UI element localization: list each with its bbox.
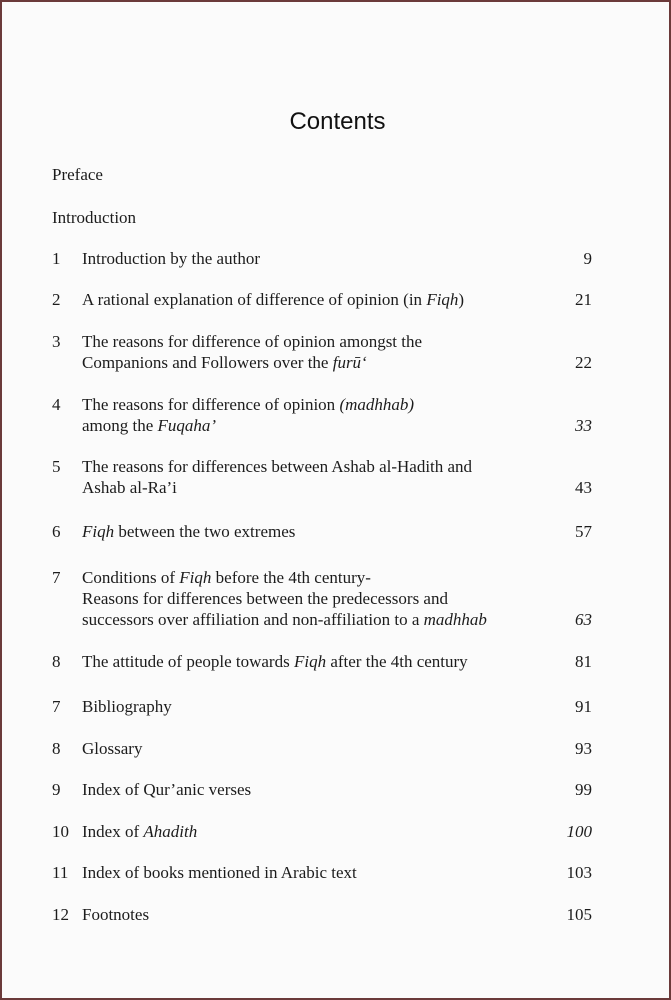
entry-text-segment: after the 4th century <box>326 652 468 671</box>
page-number: 100 <box>566 822 592 841</box>
entry-title-line <box>82 696 552 717</box>
front-matter-item: Preface <box>52 165 103 184</box>
entry-number: 3 <box>52 332 61 351</box>
entry-title-line <box>82 352 552 373</box>
entry-text-segment: Fiqh <box>82 522 115 541</box>
entry-text-segment: Introduction by the author <box>82 249 260 268</box>
entry-text-segment: The attitude of people towards <box>82 652 294 671</box>
entry-title-line <box>82 289 552 310</box>
entry-title-line <box>82 904 552 925</box>
entry-title <box>82 394 552 436</box>
entry-text-segment: Fiqh <box>179 568 212 587</box>
entry-text-segment: Index of <box>82 822 144 841</box>
entry-text-segment: before the 4th century- <box>211 568 371 587</box>
entry-text-segment: Fuqaha’ <box>157 416 217 435</box>
entry-text-segment: Ashab al-Ra’i <box>82 478 177 497</box>
entry-number: 12 <box>52 905 69 924</box>
page-number: 9 <box>583 249 592 268</box>
entry-number: 11 <box>52 863 69 882</box>
entry-title-line <box>82 394 552 415</box>
entry-text-segment: Fiqh <box>426 290 459 309</box>
toc-entry <box>52 331 592 373</box>
entry-text-segment: Conditions of <box>82 568 180 587</box>
entry-title-line <box>82 738 552 759</box>
entry-title-line <box>82 862 552 883</box>
entry-number: 6 <box>52 522 61 541</box>
entry-text-segment: successors over affiliation and non-affiliation to a <box>82 610 424 629</box>
entry-title-line <box>82 567 552 588</box>
entry-title-line <box>82 588 552 609</box>
toc-entry <box>52 289 592 310</box>
entry-text-segment: between the two extremes <box>114 522 296 541</box>
toc-entry <box>52 821 592 842</box>
entry-text-segment: Reasons for differences between the predecessors and <box>82 589 448 608</box>
entry-title <box>82 567 552 630</box>
entry-title-line <box>82 821 552 842</box>
entry-text-segment: The reasons for differences between Ashab al-Hadith and <box>82 457 473 476</box>
entry-title <box>82 862 552 883</box>
entry-text-segment: ) <box>458 290 465 309</box>
entry-number: 10 <box>52 822 69 841</box>
entry-number: 5 <box>52 457 61 476</box>
entry-number: 4 <box>52 395 61 414</box>
entry-title <box>82 521 552 542</box>
entry-title <box>82 331 552 373</box>
page-number: 22 <box>575 353 592 372</box>
entry-text-segment: Companions and Followers over the <box>82 353 333 372</box>
page-number: 105 <box>566 905 592 924</box>
page-number: 81 <box>575 652 592 671</box>
entry-title-line <box>82 521 552 542</box>
entry-title <box>82 779 552 800</box>
entry-text-segment: The reasons for difference of opinion amongst the <box>82 332 423 351</box>
page-number: 93 <box>575 739 592 758</box>
entry-title <box>82 289 552 310</box>
entry-number: 7 <box>52 568 61 587</box>
toc-entry <box>52 456 592 498</box>
entry-number: 1 <box>52 249 61 268</box>
entry-title-line <box>82 651 552 672</box>
page-title: Contents <box>289 108 386 135</box>
entry-title <box>82 456 552 498</box>
entry-number: 8 <box>52 739 61 758</box>
entry-title <box>82 904 552 925</box>
entry-title <box>82 248 552 269</box>
entry-text-segment: Fiqh <box>293 652 327 671</box>
page-number: 21 <box>575 290 592 309</box>
toc-entry <box>52 779 592 800</box>
toc-entry <box>52 651 592 672</box>
entry-text-segment: (madhhab) <box>339 395 415 414</box>
page-number: 99 <box>575 780 592 799</box>
entry-title-line <box>82 248 552 269</box>
entry-text-segment: Index of books mentioned in Arabic text <box>82 863 357 882</box>
toc-entry <box>52 394 592 436</box>
entry-number: 8 <box>52 652 61 671</box>
toc-entry <box>52 696 592 717</box>
entry-title <box>82 738 552 759</box>
toc-entry <box>52 904 592 925</box>
entry-text-segment: among the <box>82 416 158 435</box>
front-matter-item: Introduction <box>52 208 137 227</box>
entry-title-line <box>82 779 552 800</box>
entry-text-segment: A rational explanation of difference of opinion (in <box>82 290 427 309</box>
entry-text-segment: madhhab <box>423 610 487 629</box>
entry-title-line <box>82 609 552 630</box>
toc-entry <box>52 248 592 269</box>
entry-text-segment: Glossary <box>82 739 143 758</box>
entry-title <box>82 651 552 672</box>
entry-text-segment: Footnotes <box>82 905 150 924</box>
entry-number: 7 <box>52 697 61 716</box>
toc-entry <box>52 567 592 630</box>
entry-title-line <box>82 331 552 352</box>
toc-entry <box>52 862 592 883</box>
page-number: 91 <box>575 697 592 716</box>
entry-text-segment: Bibliography <box>82 697 172 716</box>
page-number: 63 <box>575 610 592 629</box>
toc-entry <box>52 738 592 759</box>
entry-title <box>82 821 552 842</box>
toc-entry <box>52 521 592 542</box>
page-number: 43 <box>575 478 592 497</box>
entry-title <box>82 696 552 717</box>
entry-text-segment: Ahadith <box>143 822 198 841</box>
entry-text-segment: furū‘ <box>332 353 367 372</box>
entry-title-line <box>82 415 552 436</box>
page-number: 33 <box>575 416 592 435</box>
page-number: 103 <box>566 863 592 882</box>
entry-title-line <box>82 456 552 477</box>
entry-text-segment: The reasons for difference of opinion <box>82 395 340 414</box>
entry-number: 2 <box>52 290 61 309</box>
entry-number: 9 <box>52 780 61 799</box>
entry-title-line <box>82 477 552 498</box>
entry-text-segment: Index of Qur’anic verses <box>82 780 252 799</box>
page-number: 57 <box>575 522 592 541</box>
